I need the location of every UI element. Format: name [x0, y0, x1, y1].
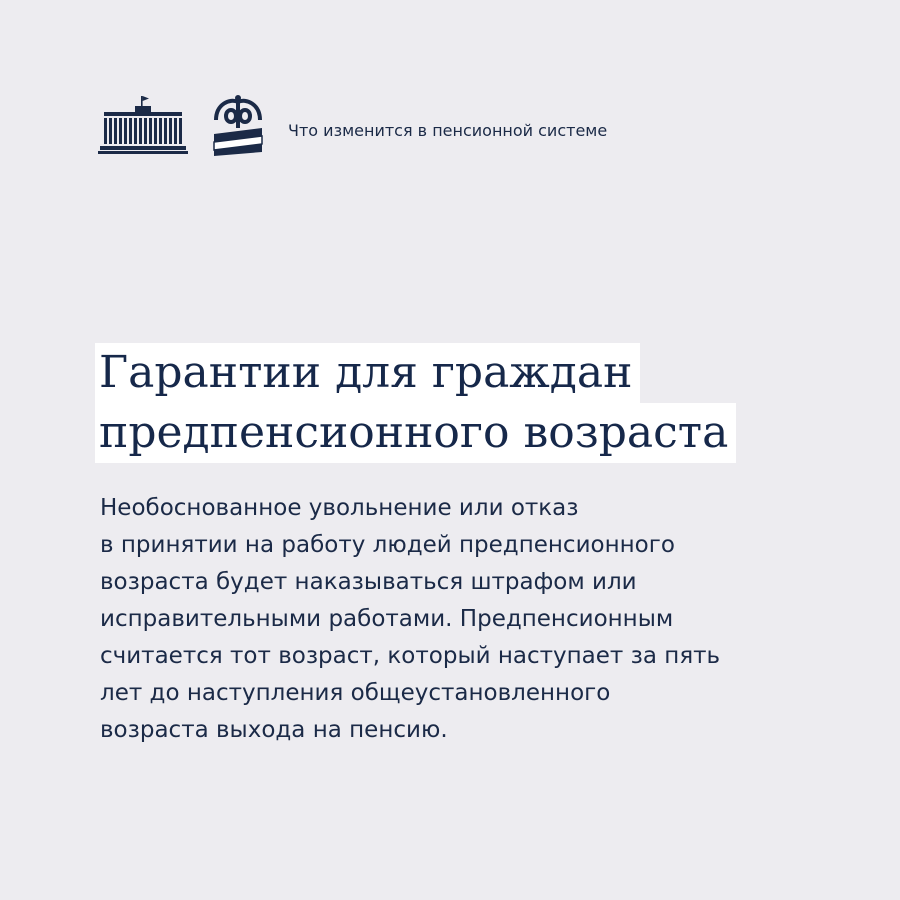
page-title [95, 343, 736, 463]
header-caption: Что изменится в пенсионной системе [288, 120, 608, 140]
body-line: считается тот возраст, который наступает за пять [100, 643, 721, 669]
title-line: Гарантии для граждан [95, 343, 640, 403]
body-paragraph [100, 490, 860, 749]
state-duma-logo-icon [98, 94, 188, 156]
body-line: возраста будет наказываться штрафом или [100, 569, 637, 595]
title-line: предпенсионного возраста [95, 403, 736, 463]
body-line: исправительными работами. Предпенсионным [100, 606, 674, 632]
pension-fund-logo-icon [210, 94, 266, 156]
body-line: Необоснованное увольнение или отказ [100, 495, 579, 521]
body-line: в принятии на работу людей предпенсионного [100, 532, 675, 558]
body-line: лет до наступления общеустановленного [100, 680, 611, 706]
header [98, 94, 607, 156]
body-line: возраста выхода на пенсию. [100, 717, 448, 743]
